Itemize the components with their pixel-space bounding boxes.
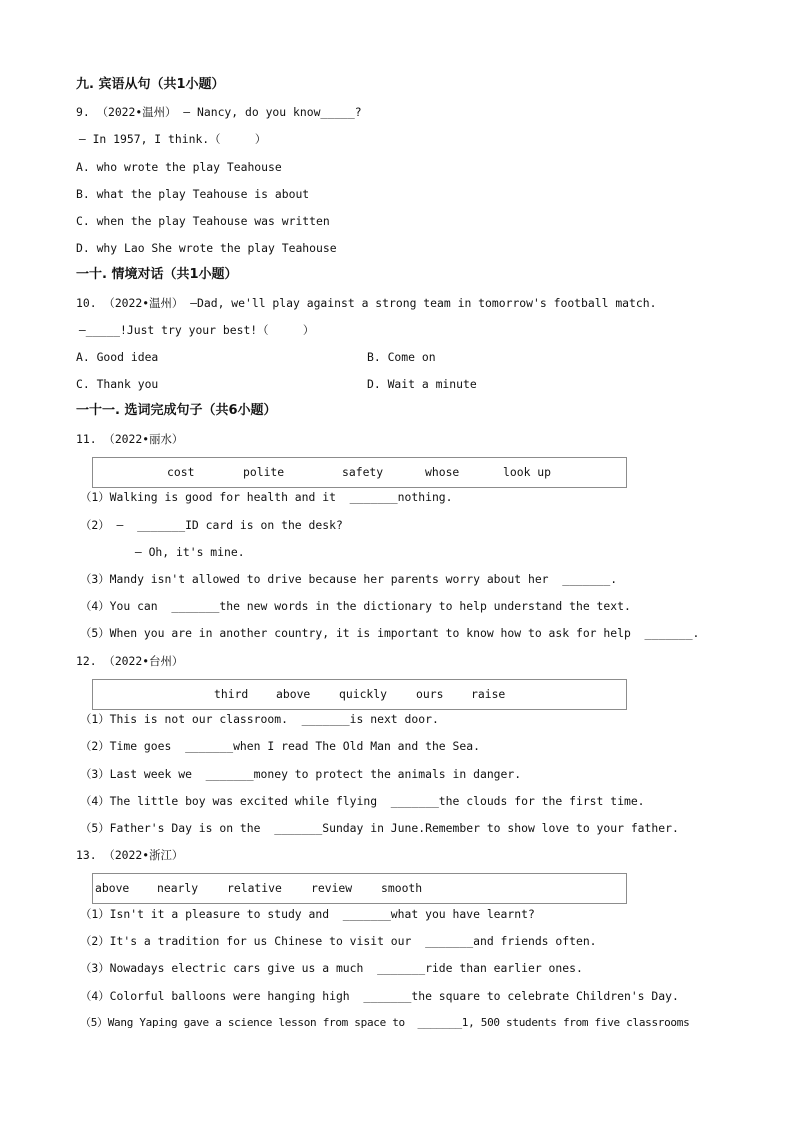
question-12-item-2: （2）Time goes _______when I read The Old Man and the Sea. [80,739,480,753]
question-13-item-4: （4）Colorful balloons were hanging high _______the square to celebrate Children's Day. [80,989,679,1003]
question-13-item-1: （1）Isn't it a pleasure to study and _______what you have learnt? [80,907,535,921]
question-12-item-1: （1）This is not our classroom. _______is next door. [80,712,439,726]
word-bank-word: above [95,881,130,895]
word-bank-12 [92,679,627,710]
question-13-item-3: （3）Nowadays electric cars give us a much _______ride than earlier ones. [80,961,583,975]
section-heading-9: 九. 宾语从句（共1小题） [76,77,225,92]
question-11-header: 11. （2022•丽水） [76,432,184,446]
question-12-item-4: （4）The little boy was excited while flying _______the clouds for the first time. [80,794,645,808]
question-12-header: 12. （2022•台州） [76,654,184,668]
question-12-item-3: （3）Last week we _______money to protect the animals in danger. [80,767,522,781]
word-bank-word: above [276,687,311,701]
question-11-item-5: （5）When you are in another country, it is important to know how to ask for help _______. [80,626,700,640]
section-heading-10: 一十. 情境对话（共1小题） [76,267,238,282]
question-12-item-5: （5）Father's Day is on the _______Sunday in June.Remember to show love to your father. [80,821,679,835]
word-bank-word: smooth [381,881,423,895]
question-9-option-a: A. who wrote the play Teahouse [76,160,282,174]
word-bank-13 [92,873,627,904]
word-bank-word: look up [503,465,552,479]
word-bank-word: nearly [157,881,199,895]
section-heading-11: 一十一. 选词完成句子（共6小题） [76,403,277,418]
question-9-option-d: D. why Lao She wrote the play Teahouse [76,241,337,255]
word-bank-word: whose [425,465,460,479]
question-11-item-3: （3）Mandy isn't allowed to drive because her parents worry about her _______. [80,572,618,586]
question-10-stem: 10. （2022•温州） –Dad, we'll play against a strong team in tomorrow's football match. [76,296,657,310]
question-10-option-c: C. Thank you [76,377,159,391]
question-10-option-a: A. Good idea [76,350,159,364]
question-10-option-d: D. Wait a minute [367,377,477,391]
word-bank-word: polite [243,465,285,479]
question-9-stem-reply: – In 1957, I think.（ ） [72,132,267,146]
question-13-item-5: （5）Wang Yaping gave a science lesson from space to _______1, 500 students from five classrooms [80,1016,690,1029]
word-bank-word: raise [471,687,506,701]
question-10-stem-reply: –_____!Just try your best!（ ） [72,323,315,337]
word-bank-word: relative [227,881,282,895]
word-bank-11 [92,457,627,488]
word-bank-word: third [214,687,249,701]
word-bank-word: quickly [339,687,388,701]
word-bank-word: ours [416,687,444,701]
question-11-item-2: （2） – _______ID card is on the desk? [80,518,343,532]
word-bank-word: safety [342,465,384,479]
question-13-header: 13. （2022•浙江） [76,848,184,862]
question-9-stem: 9. （2022•温州） – Nancy, do you know_____? [76,105,362,119]
question-11-item-1: （1）Walking is good for health and it _______nothing. [80,490,453,504]
question-13-item-2: （2）It's a tradition for us Chinese to visit our _______and friends often. [80,934,597,948]
question-9-option-c: C. when the play Teahouse was written [76,214,330,228]
question-11-item-2-reply: – Oh, it's mine. [80,545,245,559]
question-10-option-b: B. Come on [367,350,436,364]
question-11-item-4: （4）You can _______the new words in the dictionary to help understand the text. [80,599,631,613]
word-bank-word: review [311,881,353,895]
question-9-option-b: B. what the play Teahouse is about [76,187,310,201]
word-bank-word: cost [167,465,195,479]
